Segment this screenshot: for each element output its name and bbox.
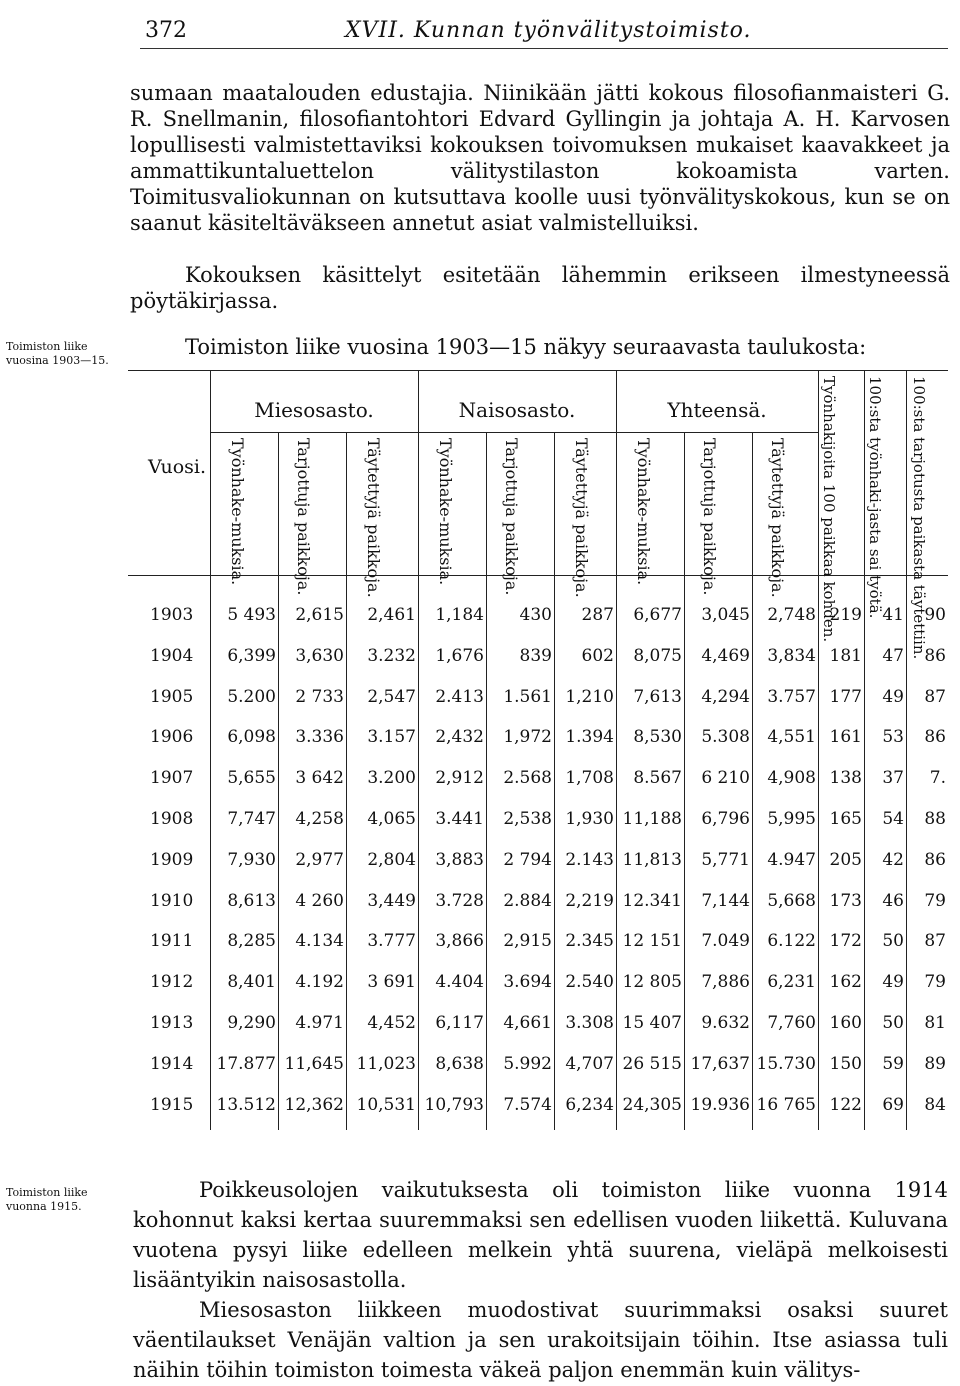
col-head-women-applicants: Työnhake-muksia.	[436, 438, 455, 586]
cell-w-app: 6,117	[435, 1013, 484, 1033]
cell-r1: 172	[829, 931, 862, 952]
cell-year: 1910	[150, 890, 194, 911]
col-head-women-filled: Täytettyjä paikkoja.	[572, 438, 591, 598]
col-head-women-offered: Tarjottuja paikkoja.	[502, 438, 521, 596]
cell-t-fill: 7,760	[767, 1013, 816, 1033]
cell-m-off: 4.971	[295, 1013, 344, 1033]
col-head-ratio-applicants: Työnhakijoita 100 paikkaa kohden.	[820, 376, 838, 643]
cell-m-fill: 3.777	[367, 931, 416, 952]
cell-m-off: 2,977	[295, 849, 344, 870]
cell-m-app: 5,655	[227, 768, 276, 789]
cell-m-app: 8,285	[227, 931, 276, 952]
table-row	[128, 850, 948, 882]
cell-m-fill: 2,461	[367, 605, 416, 625]
cell-t-off: 19.936	[690, 1094, 750, 1115]
cell-w-fill: 287	[581, 605, 614, 625]
cell-t-off: 6 210	[701, 768, 750, 789]
cell-w-fill: 602	[581, 645, 614, 666]
cell-m-off: 3,630	[295, 645, 344, 666]
cell-m-off: 12,362	[284, 1094, 344, 1115]
cell-r3: 79	[924, 972, 946, 993]
cell-w-off: 5.992	[503, 1053, 552, 1074]
cell-m-app: 6,098	[227, 727, 276, 748]
cell-t-app: 8,530	[633, 727, 682, 748]
cell-t-app: 12 805	[622, 972, 682, 993]
cell-w-app: 1,184	[435, 605, 484, 625]
cell-w-off: 1,972	[503, 727, 552, 748]
cell-t-app: 12 151	[622, 931, 682, 952]
cell-m-off: 2,615	[295, 605, 344, 625]
cell-year: 1908	[150, 809, 194, 829]
cell-t-app: 12.341	[622, 890, 682, 911]
cell-r1: 177	[829, 686, 862, 707]
margin-note-1: Toimiston liike vuosina 1903—15.	[6, 340, 109, 367]
cell-t-app: 11,813	[622, 849, 682, 870]
cell-t-fill: 2,748	[767, 605, 816, 625]
cell-r2: 69	[882, 1094, 904, 1115]
cell-r1: 162	[829, 972, 862, 993]
table-row	[128, 1013, 948, 1045]
cell-w-fill: 6,234	[565, 1094, 614, 1115]
cell-r2: 50	[882, 931, 904, 952]
cell-t-app: 15 407	[622, 1013, 682, 1033]
body-paragraph-3: Toimiston liike vuosina 1903—15 näkyy seuraavasta taulukosta:	[185, 335, 867, 359]
cell-t-app: 11,188	[622, 809, 682, 829]
cell-r2: 54	[882, 809, 904, 829]
cell-w-app: 1,676	[435, 645, 484, 666]
cell-r1: 173	[829, 890, 862, 911]
table-row	[128, 605, 948, 637]
cell-w-fill: 2.540	[565, 972, 614, 993]
cell-m-app: 8,613	[227, 890, 276, 911]
cell-t-app: 8.567	[633, 768, 682, 789]
cell-t-fill: 15.730	[756, 1053, 816, 1074]
cell-t-off: 4,469	[701, 645, 750, 666]
col-head-year: Vuosi.	[148, 456, 207, 478]
cell-w-fill: 1.394	[565, 727, 614, 748]
cell-w-off: 2,915	[503, 931, 552, 952]
col-head-ratio-filled: 100:sta tarjotusta paikasta täytettiin.	[910, 376, 928, 660]
cell-r3: 89	[924, 1053, 946, 1074]
col-head-ratio-employed: 100:sta työnhaki-jasta sai työtä.	[866, 376, 884, 619]
cell-r3: 86	[924, 849, 946, 870]
cell-w-off: 430	[519, 605, 552, 625]
group-underline	[210, 432, 818, 433]
cell-m-off: 2 733	[295, 686, 344, 707]
cell-m-fill: 2,804	[367, 849, 416, 870]
cell-m-off: 3.336	[295, 727, 344, 748]
cell-r2: 49	[882, 686, 904, 707]
cell-year: 1913	[150, 1013, 194, 1033]
table-row	[128, 646, 948, 678]
cell-w-off: 839	[519, 645, 552, 666]
cell-r3: 88	[924, 809, 946, 829]
running-title: XVII. Kunnan työnvälitystoimisto.	[345, 18, 752, 43]
cell-m-app: 5.200	[227, 686, 276, 707]
cell-t-off: 6,796	[701, 809, 750, 829]
cell-r1: 165	[829, 809, 862, 829]
table-row	[128, 972, 948, 1004]
cell-t-off: 4,294	[701, 686, 750, 707]
cell-w-app: 3,883	[435, 849, 484, 870]
cell-t-fill: 16 765	[756, 1094, 816, 1115]
cell-m-fill: 3.200	[367, 768, 416, 789]
cell-w-app: 3,866	[435, 931, 484, 952]
cell-m-off: 11,645	[284, 1053, 344, 1074]
body-paragraph-5: Miesosaston liikkeen muodostivat suurimmaksi osaksi suuret väentilaukset Venäjän valtion ja sen urakoitsijain töihin. Itse asiassa tuli näihin töihin toimiston toimesta väkeä paljon enemmän kuin välitys-	[133, 1298, 948, 1382]
cell-r1: 138	[829, 768, 862, 789]
cell-r1: 160	[829, 1013, 862, 1033]
col-head-total-offered: Tarjottuja paikkoja.	[700, 438, 719, 596]
cell-r1: 181	[829, 645, 862, 666]
cell-t-fill: 3,834	[767, 645, 816, 666]
cell-m-fill: 2,547	[367, 686, 416, 707]
cell-m-app: 7,747	[227, 809, 276, 829]
cell-w-fill: 4,707	[565, 1053, 614, 1074]
cell-m-fill: 11,023	[356, 1053, 416, 1074]
cell-r2: 41	[882, 605, 904, 625]
cell-w-app: 2,912	[435, 768, 484, 789]
cell-m-off: 4.134	[295, 931, 344, 952]
cell-year: 1907	[150, 768, 194, 789]
cell-t-off: 9.632	[701, 1013, 750, 1033]
cell-w-app: 3.441	[435, 809, 484, 829]
cell-t-fill: 4,551	[767, 727, 816, 748]
cell-w-fill: 1,930	[565, 809, 614, 829]
margin-note-2: Toimiston liike vuonna 1915.	[6, 1186, 88, 1213]
cell-w-fill: 2.345	[565, 931, 614, 952]
cell-w-fill: 1,210	[565, 686, 614, 707]
table-row	[128, 931, 948, 963]
cell-m-fill: 3.232	[367, 645, 416, 666]
cell-t-app: 7,613	[633, 686, 682, 707]
cell-w-off: 2.568	[503, 768, 552, 789]
cell-t-app: 24,305	[622, 1094, 682, 1115]
cell-t-off: 7.049	[701, 931, 750, 952]
cell-year: 1904	[150, 645, 194, 666]
cell-w-app: 2,432	[435, 727, 484, 748]
cell-r2: 50	[882, 1013, 904, 1033]
table-row	[128, 1095, 948, 1127]
cell-w-off: 2 794	[503, 849, 552, 870]
cell-r3: 86	[924, 645, 946, 666]
col-head-total-filled: Täytettyjä paikkoja.	[768, 438, 787, 598]
cell-r3: 87	[924, 931, 946, 952]
cell-r2: 59	[882, 1053, 904, 1074]
cell-m-app: 5 493	[227, 605, 276, 625]
cell-w-fill: 3.308	[565, 1013, 614, 1033]
cell-m-off: 4.192	[295, 972, 344, 993]
cell-m-off: 3 642	[295, 768, 344, 789]
cell-r3: 86	[924, 727, 946, 748]
cell-year: 1905	[150, 686, 194, 707]
header-rule	[140, 48, 948, 49]
cell-t-off: 7,886	[701, 972, 750, 993]
cell-year: 1903	[150, 605, 194, 625]
cell-w-fill: 2.143	[565, 849, 614, 870]
cell-m-fill: 4,452	[367, 1013, 416, 1033]
cell-r2: 49	[882, 972, 904, 993]
cell-r2: 42	[882, 849, 904, 870]
cell-w-app: 10,793	[424, 1094, 484, 1115]
cell-r3: 84	[924, 1094, 946, 1115]
cell-t-fill: 4,908	[767, 768, 816, 789]
cell-r2: 53	[882, 727, 904, 748]
cell-m-off: 4 260	[295, 890, 344, 911]
cell-t-fill: 6,231	[767, 972, 816, 993]
group-men: Miesosasto.	[254, 398, 374, 422]
cell-year: 1906	[150, 727, 194, 748]
col-head-men-applicants: Työnhake-muksia.	[228, 438, 247, 586]
cell-m-app: 6,399	[227, 645, 276, 666]
cell-w-off: 3.694	[503, 972, 552, 993]
cell-t-fill: 4.947	[767, 849, 816, 870]
cell-t-fill: 5,995	[767, 809, 816, 829]
table-row	[128, 891, 948, 923]
table-top-rule	[128, 370, 948, 371]
cell-t-app: 8,075	[633, 645, 682, 666]
cell-w-fill: 1,708	[565, 768, 614, 789]
body-paragraph-4: Poikkeusolojen vaikutuksesta oli toimiston liike vuonna 1914 kohonnut kaksi kertaa suuremmaksi sen edellisen vuoden liikettä. Kuluvana vuotena pysyi liike edelleen melkein yhtä suurena, vieläpä melkoisesti lisääntyikin naisosastolla.	[133, 1178, 948, 1292]
cell-w-app: 8,638	[435, 1053, 484, 1074]
cell-w-off: 7.574	[503, 1094, 552, 1115]
cell-r3: 7.	[929, 768, 946, 789]
col-head-total-applicants: Työnhake-muksia.	[634, 438, 653, 586]
table-row	[128, 687, 948, 719]
col-head-men-filled: Täytettyjä paikkoja.	[364, 438, 383, 598]
cell-m-app: 9,290	[227, 1013, 276, 1033]
cell-m-fill: 3,449	[367, 890, 416, 911]
cell-r2: 37	[882, 768, 904, 789]
body-paragraph-2: Kokouksen käsittelyt esitetään lähemmin erikseen ilmestyneessä pöytäkirjassa.	[130, 263, 950, 313]
table-row	[128, 768, 948, 800]
cell-w-off: 2.884	[503, 890, 552, 911]
cell-t-off: 17,637	[690, 1053, 750, 1074]
page-number: 372	[145, 18, 187, 43]
cell-w-fill: 2,219	[565, 890, 614, 911]
cell-w-app: 3.728	[435, 890, 484, 911]
cell-t-fill: 6.122	[767, 931, 816, 952]
col-head-men-offered: Tarjottuja paikkoja.	[294, 438, 313, 596]
cell-w-off: 1.561	[503, 686, 552, 707]
cell-t-off: 3,045	[701, 605, 750, 625]
cell-r1: 219	[829, 605, 862, 625]
cell-w-app: 4.404	[435, 972, 484, 993]
cell-r3: 79	[924, 890, 946, 911]
cell-r1: 161	[829, 727, 862, 748]
cell-m-app: 7,930	[227, 849, 276, 870]
cell-r1: 122	[829, 1094, 862, 1115]
cell-r1: 205	[829, 849, 862, 870]
group-total: Yhteensä.	[667, 398, 767, 422]
cell-m-fill: 3.157	[367, 727, 416, 748]
cell-t-app: 6,677	[633, 605, 682, 625]
cell-t-off: 7,144	[701, 890, 750, 911]
statistics-table	[128, 370, 948, 1130]
cell-m-app: 17.877	[216, 1053, 276, 1074]
cell-m-fill: 10,531	[356, 1094, 416, 1115]
cell-year: 1909	[150, 849, 194, 870]
table-row	[128, 1054, 948, 1086]
cell-t-off: 5.308	[701, 727, 750, 748]
cell-t-app: 26 515	[622, 1053, 682, 1074]
cell-r2: 47	[882, 645, 904, 666]
cell-r2: 46	[882, 890, 904, 911]
cell-w-off: 4,661	[503, 1013, 552, 1033]
cell-t-fill: 3.757	[767, 686, 816, 707]
cell-year: 1915	[150, 1094, 194, 1115]
cell-t-fill: 5,668	[767, 890, 816, 911]
cell-year: 1914	[150, 1053, 194, 1074]
cell-year: 1911	[150, 931, 194, 952]
cell-t-off: 5,771	[701, 849, 750, 870]
cell-r1: 150	[829, 1053, 862, 1074]
cell-m-app: 8,401	[227, 972, 276, 993]
cell-year: 1912	[150, 972, 194, 993]
body-paragraph-1: sumaan maatalouden edustajia. Niinikään jätti kokous filosofianmaisteri G. R. Snellmanin, filosofiantohtori Edvard Gyllingin ja johtaja A. H. Karvosen lopullisesti valmistettaviksi kokouksen toivomuksen mukaiset kaavakkeet ja ammattikuntaluettelon välitystilaston kokoamista varten. Toimitusvaliokunnan on kutsuttava koolle uusi työnvälityskokous, kun se on saanut käsiteltäväkseen annetut asiat valmistelluiksi.	[130, 81, 950, 235]
cell-m-fill: 4,065	[367, 809, 416, 829]
cell-m-off: 4,258	[295, 809, 344, 829]
table-row	[128, 727, 948, 759]
cell-w-app: 2.413	[435, 686, 484, 707]
cell-r3: 81	[924, 1013, 946, 1033]
cell-r3: 90	[924, 605, 946, 625]
group-women: Naisosasto.	[458, 398, 576, 422]
table-row	[128, 809, 948, 841]
running-head	[145, 18, 945, 48]
cell-r3: 87	[924, 686, 946, 707]
cell-m-fill: 3 691	[367, 972, 416, 993]
cell-w-off: 2,538	[503, 809, 552, 829]
cell-m-app: 13.512	[216, 1094, 276, 1115]
